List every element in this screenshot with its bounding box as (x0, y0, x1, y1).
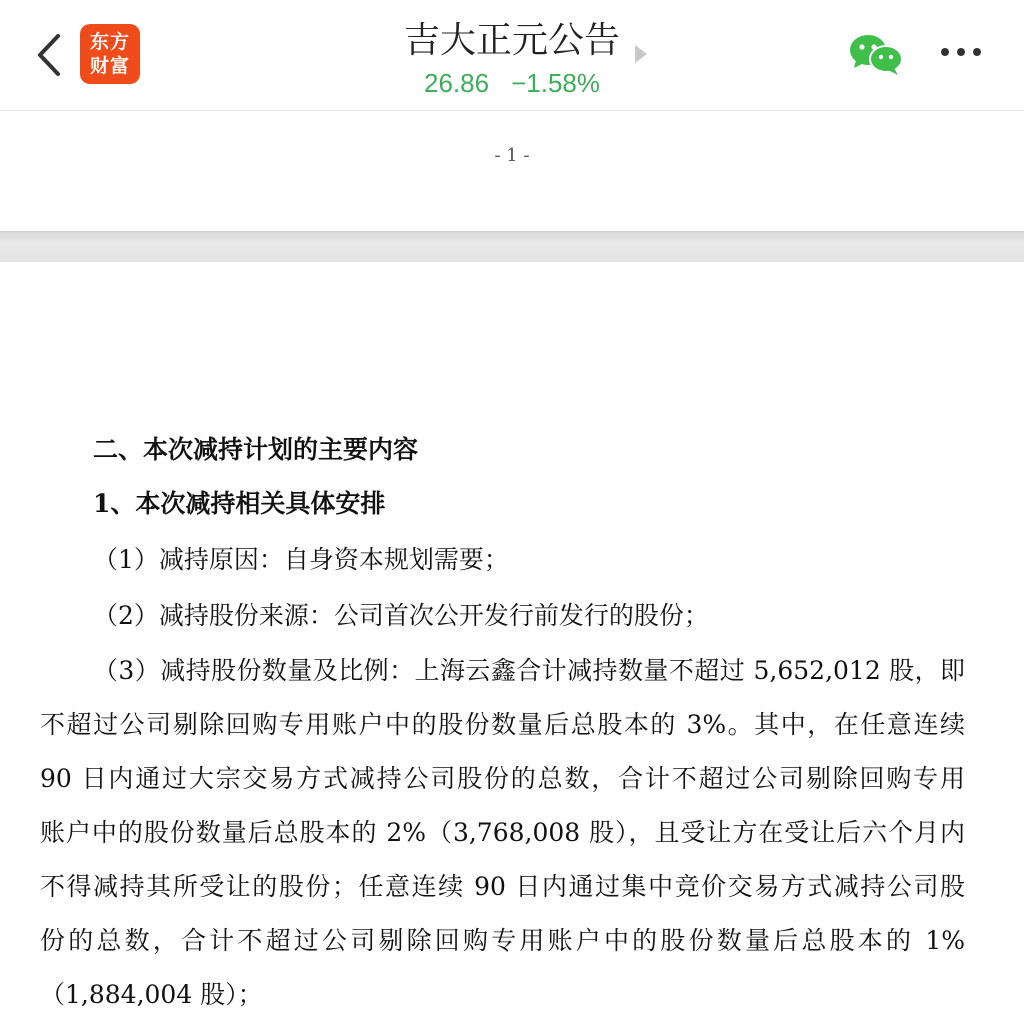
wechat-icon (848, 32, 904, 76)
stock-price: 26.86 (424, 68, 490, 98)
paragraph-source: （2）减持股份来源：公司首次公开发行前发行的股份； (93, 601, 709, 630)
play-arrow-icon[interactable] (634, 44, 648, 68)
logo-text-line2: 财富 (89, 55, 130, 77)
paragraph-quantity-line: 90 日内通过大宗交易方式减持公司股份的总数，合计不超过公司剔除回购专用 (40, 764, 965, 793)
paragraph-quantity-line: 账户中的股份数量后总股本的 2%（3,768,008 股），且受让方在受让后六个月内 (40, 818, 965, 847)
paragraph-quantity-line: 不超过公司剔除回购专用账户中的股份数量后总股本的 3%。其中，在任意连续 (40, 710, 965, 739)
paragraph-quantity-line: （3）减持股份数量及比例：上海云鑫合计减持数量不超过 5,652,012 股，即 (93, 656, 965, 685)
page-number: - 1 - (494, 145, 530, 166)
paragraph-reason: （1）减持原因：自身资本规划需要； (93, 545, 509, 574)
wechat-share-button[interactable] (848, 32, 904, 76)
top-navigation-bar (0, 0, 1024, 111)
section-heading: 二、本次减持计划的主要内容 (93, 435, 419, 464)
paragraph-quantity-line: 不得减持其所受让的股份；任意连续 90 日内通过集中竞价交易方式减持公司股 (40, 872, 965, 901)
page-title: 吉大正元公告 (403, 20, 620, 61)
page-separator (0, 231, 1024, 263)
stock-change-percent: −1.58% (511, 68, 600, 98)
logo-text-line1: 东方 (89, 31, 130, 53)
more-dots-icon (936, 40, 986, 64)
document-page-2[interactable] (0, 262, 1024, 1024)
paragraph-quantity-line: 份的总数，合计不超过公司剔除回购专用账户中的股份数量后总股本的 1% (40, 926, 965, 955)
more-options-button[interactable] (936, 40, 986, 64)
paragraph-quantity-line: （1,884,004 股）； (40, 980, 263, 1009)
document-page-1 (0, 111, 1024, 231)
sub-heading: 1、本次减持相关具体安排 (93, 489, 386, 518)
